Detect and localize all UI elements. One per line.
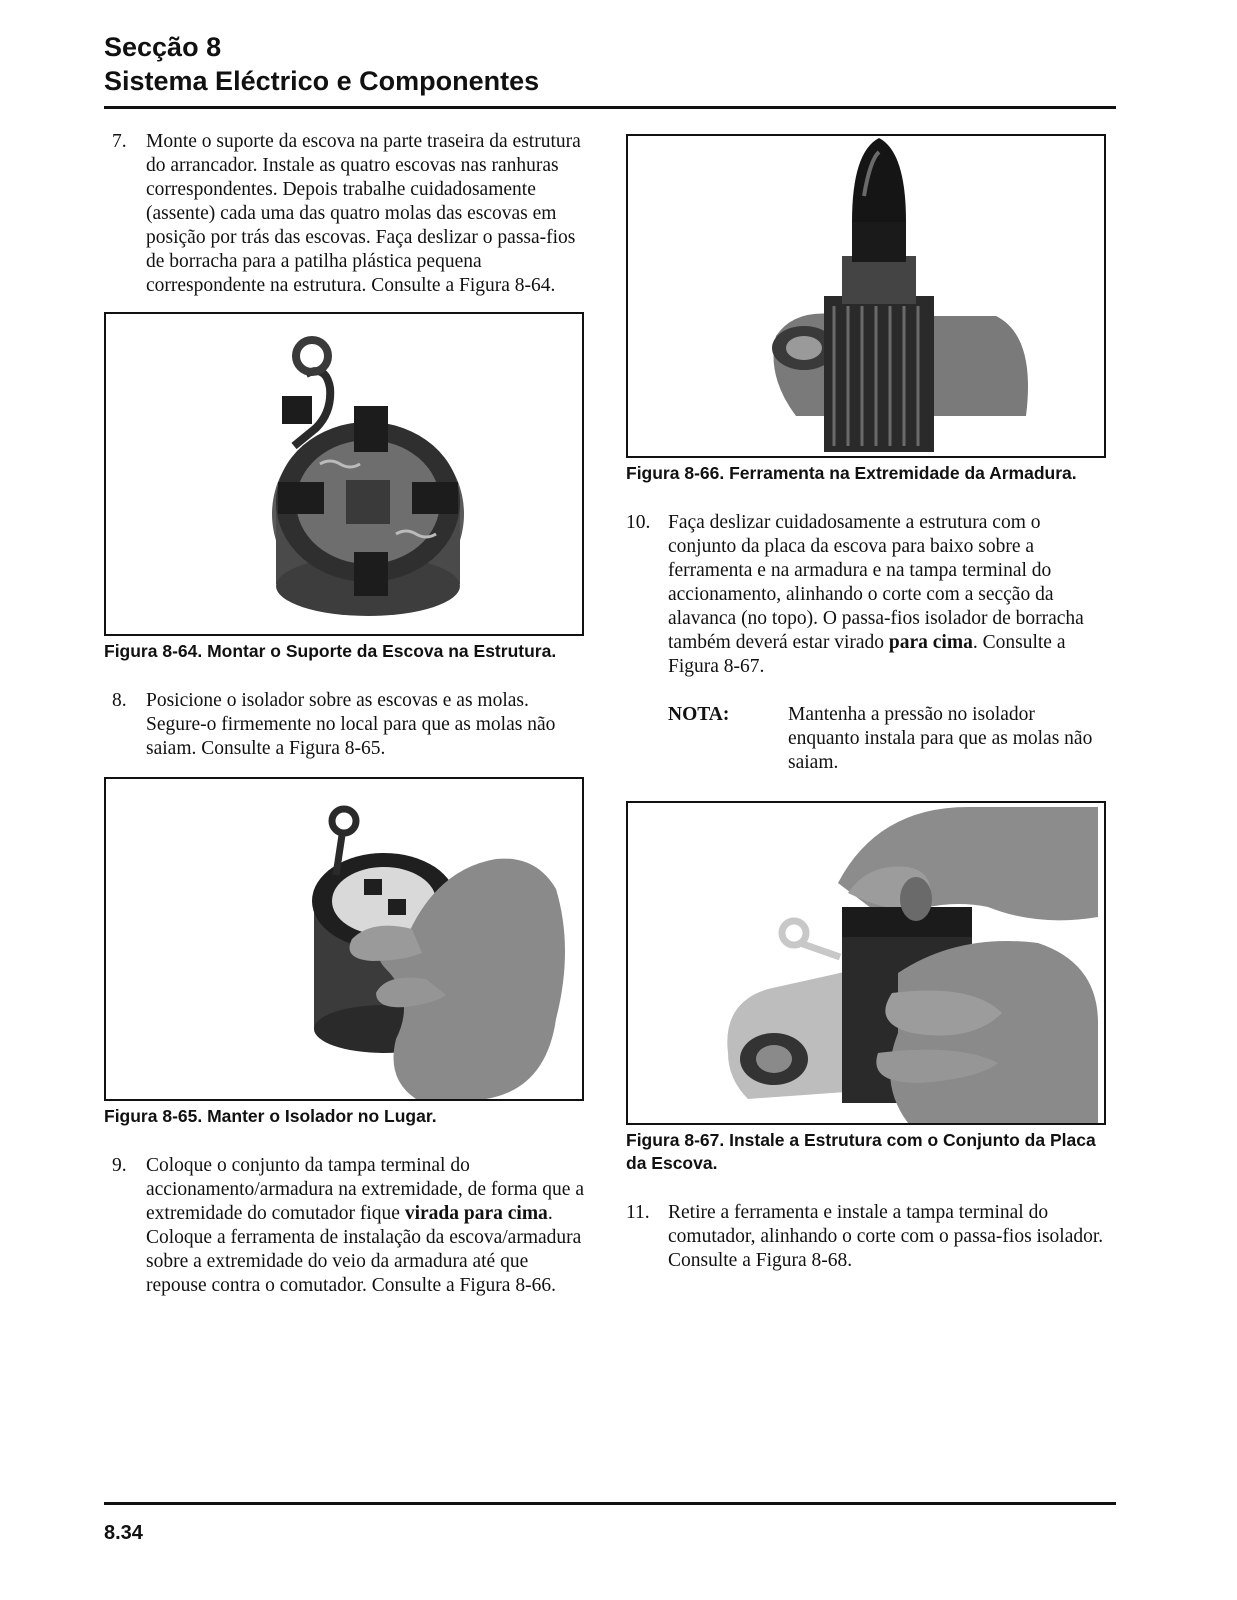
step-text-a: Faça deslizar cuidadosamente a estrutura com o conjunto da placa da escova para baixo sobre a ferramenta e na armadura e na tampa terminal do accionamento, alinhando o corte com a secção da alavanca (no topo). O passa-fios isolador de borracha também deverá estar virado <box>668 512 1084 653</box>
step-number: 7. <box>112 131 127 152</box>
step-text: Retire a ferramenta e instale a tampa terminal do comutador, alinhando o corte com o passa-fios isolador. Consulte a Figura 8-68. <box>668 1202 1104 1271</box>
right-column <box>626 134 1106 1273</box>
left-column <box>104 130 584 1298</box>
figure-8-65-image <box>104 777 584 1101</box>
step-text-a: Coloque o conjunto da tampa terminal do accionamento/armadura na extremidade, de forma que a extremidade do comutador fique <box>146 1155 584 1224</box>
figure-8-67-image <box>626 801 1106 1125</box>
step-text-bold: virada para cima <box>404 1203 548 1224</box>
step-number: 10. <box>626 512 651 533</box>
footer-divider <box>104 1502 1116 1505</box>
figure-8-64-image <box>104 312 584 636</box>
note-block <box>668 703 1106 775</box>
step-7 <box>104 130 584 298</box>
step-text: Posicione o isolador sobre as escovas e as molas. Segure-o firmemente no local para que as molas não saiam. Consulte a Figura 8-65. <box>146 690 556 759</box>
section-title: Secção 8 <box>104 32 222 62</box>
step-text-b: . Consulte a Figura 8-67. <box>668 632 1066 677</box>
step-text-bold: para cima <box>888 632 973 653</box>
note-label: NOTA: <box>668 704 730 725</box>
step-11 <box>626 1201 1106 1273</box>
step-10 <box>626 511 1106 679</box>
step-number: 8. <box>112 690 127 711</box>
step-text-b: . Coloque a ferramenta de instalação da escova/armadura sobre a extremidade do veio da armadura até que repouse contra o comutador. Consulte a Figura 8-66. <box>146 1203 582 1296</box>
page-title: Sistema Eléctrico e Componentes <box>104 66 540 96</box>
figure-8-66-caption: Figura 8-66. Ferramenta na Extremidade da Armadura. <box>626 463 1077 483</box>
header-divider <box>104 106 1116 109</box>
page-number: 8.34 <box>104 1522 143 1544</box>
armature-tool-photo <box>628 136 1104 456</box>
insulator-photo <box>106 779 582 1099</box>
figure-8-67-caption: Figura 8-67. Instale a Estrutura com o Conjunto da Placa da Escova. <box>626 1130 1096 1173</box>
page-header <box>104 30 1116 98</box>
note-text: Mantenha a pressão no isolador enquanto instala para que as molas não saiam. <box>788 704 1093 773</box>
step-8 <box>104 689 584 761</box>
step-text: Monte o suporte da escova na parte traseira da estrutura do arrancador. Instale as quatro escovas nas ranhuras correspondentes. Depois trabalhe cuidadosamente (assente) cada uma das quatro molas das escovas em posição por trás das escovas. Faça deslizar o passa-fios de borracha para a patilha plástica pequena correspondente na estrutura. Consulte a Figura 8-64. <box>146 131 581 296</box>
figure-8-64-caption: Figura 8-64. Montar o Suporte da Escova na Estrutura. <box>104 641 557 661</box>
step-9 <box>104 1154 584 1298</box>
brush-holder-photo <box>106 314 582 634</box>
step-number: 9. <box>112 1155 127 1176</box>
frame-install-photo <box>628 803 1104 1123</box>
figure-8-65-caption: Figura 8-65. Manter o Isolador no Lugar. <box>104 1106 437 1126</box>
figure-8-66-image <box>626 134 1106 458</box>
step-number: 11. <box>626 1202 650 1223</box>
